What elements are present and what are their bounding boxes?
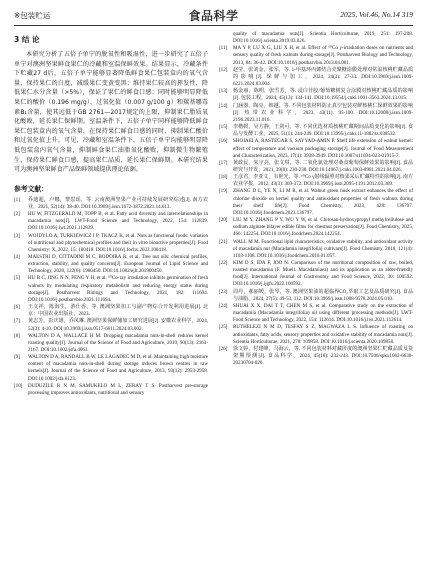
reference-text: MAESTRI D, CITTADINI M C, BODOIRA R, et al. Tree nut oils: chemical profiles, extraction, stability, and quality concerns[J]. European Journal of Lipid Science and Technology, 2020, 122(6): 1900450. DOI:10.1002/ejlt.201900450. (28, 253, 208, 275)
reference-list-right (219, 45, 413, 367)
reference-number: [11] (219, 45, 228, 52)
reference-number: [16] (219, 138, 228, 145)
reference-number: [25] (219, 324, 228, 331)
reference-continuation: quality of macadamia nuts[J]. Scientia Horticulturae, 2019, 251: 197-208. DOI:10.1016/j.scienta.2019.03.026. (233, 31, 413, 45)
reference-text: SHOJAEI A, RASTEGAR S, SAYYAD-AMIN P. Shelf life extension of walnut kernel: effect of temperature and vacuum packaging storage[J]. Journal of Food Measurement and Characterization, 2023, 17(4): 3938-3949. DOI:10.1007/s11694-023-01915-7. (233, 138, 413, 159)
reference-text: 门涵器，陶亮，韩越，等. 不同包装材料防止真空包装对鲜核桃仁保鲜效果的影响[J]. 热带农业科学，2023, 43(11): 95-100. DOI:10.12008/j.issn.1009-2196.2023.11.016. (233, 102, 413, 123)
journal-title: 食品科学 (188, 9, 239, 23)
reference-text: WALL M M. Functional lipid characteristics, oxidative stability, and antioxidant activity of macadamia nut (Macadamia integrifolia) cultivars[J]. Food Chemistry, 2010, 121(4): 1103-1108. DOI:10.1016/j.foodchem.2010.01.057. (233, 238, 413, 259)
reference-item (219, 239, 413, 260)
reference-text: 王彦君，李亚文，韦艳光，等. ⁶⁰Co γ射线辐照对核果采后贮藏特性的影响[J]. 南方农业学报，2012, 43(3): 369-372. DOI:10.3969/j.issn.2095-1191.2012.03.369. (233, 174, 413, 188)
reference-item (219, 324, 413, 345)
reference-text: HU B C, JING N N, PENG Y H, et al. ⁶⁰Co-ray irradiation inhibits germination of fresh walnuts by modulating respiratory metabolism and reducing energy status during storage[J]. Postharvest Biology and Technology, 2021, 182: 111694. DOI:10.1016/j.postharvbio.2021.111694. (28, 275, 208, 303)
reference-text: SHUAI X X, DAI T T, CHEN M S, et al. Comparative study on the extraction of macadamia (Macadamia integrifolia) oil using different processing methods[J]. LWT-Food Science and Technology, 2022, 154: 112614. DOI:10.1016/j.lwt.2021.112614. (233, 302, 413, 324)
reference-number: [7] (14, 318, 20, 325)
references-title: 参考文献： (14, 184, 48, 193)
reference-item (14, 197, 208, 211)
reference-number: [8] (14, 332, 20, 339)
reference-item (14, 383, 208, 397)
reference-text: MA Y P, LU X G, LIU X H, et al. Effect of ⁶⁰Co γ-irradiation doses on nutrients and sensory quality of fresh walnuts during storage[J]. Postharvest Biology and Technology, 2013, 84: 36-42. DOI:10.1016/j.postharvbio.2013.04.001. (233, 45, 413, 66)
reference-item (14, 333, 208, 354)
reference-number: [3] (14, 232, 20, 239)
reference-number: [13] (219, 88, 228, 95)
reference-item (219, 138, 413, 159)
reference-text: WOJDYLO A, TURKIEWICZ I P, TKACZ K, et al. Nuts as functional foods: variation of nutritional and phytochemical profiles and their in vitro bioactive properties[J]. Food Chemistry: X, 2022, 15: 100418. DOI:10.1016/j.fochx.2022.100418. (28, 232, 208, 253)
reference-number: [12] (219, 66, 228, 73)
reference-text: WALTON D A, RANDALL B W, LE LAGADEC M D, et al. Maintaining high moisture content of macadamia nuts-in-shell during storage induces brown centres in raw kernels[J]. Journal of the Science of Food and Agriculture, 2013, 93(12): 2953-2958. DOI:10.1002/jsfa.6123. (28, 354, 208, 382)
reference-number: [5] (14, 275, 20, 282)
reference-item (219, 67, 413, 88)
header-volume-page: 2025, Vol.46, No.14 319 (340, 10, 413, 19)
reference-number: [20] (219, 217, 228, 224)
reference-item (14, 254, 208, 275)
reference-number: [22] (219, 260, 228, 266)
reference-text: 黄志芳，彭庆雄，乔凤琳. 澳洲坚果保鲜储加工研究进展[J]. 安徽农业科学，2024, 52(3): 4-10. DOI:10.3969/j.issn.0517-6611.2024.03.002. (28, 318, 208, 332)
reference-text: HU W, FITZGERALD M, TOPP B, et al. Fatty acid diversity and interrelationships in macadamia nuts[J]. LWT-Food Science and Technology, 2022, 154: 112839. DOI:10.1016/j.lwt.2021.112839. (28, 211, 208, 232)
reference-number: [19] (219, 188, 228, 195)
reference-item (219, 124, 413, 138)
reference-text: 周丹，郝丽媛，张琴，等. 澳洲坚果油的超临界CO₂萃取工艺及品质研究[J]. 食品与油脂，2024, 37(5): 49-53, 112. DOI:10.3969/j.issn.1008-9578.2024.05.010. (233, 288, 413, 302)
reference-text: 杨金丽，陈明，张雪芳，等. 浸白苷胶/葡萄糖树复合涂膜对核桃贮藏品质的影响[J]. 包装工程，2024, 45(13): 134-141. DOI:10.19554/j.cnki.1001-3563.2024.13.015. (233, 88, 413, 102)
reference-number: [2] (14, 211, 20, 218)
reference-item (219, 289, 413, 303)
reference-text: 乔迪超，卢娜，黎思瑶，等. 云南澳洲坚果产业可持续发展研究综述[J]. 南方农业，2021, 52(14): 38-40. DOI:10.3969/j.issn.1672-3872.2021.14.013. (28, 196, 208, 210)
reference-item (219, 188, 413, 217)
reference-item (219, 45, 413, 66)
reference-text: KIM D S, IDA F, JOO N. Comparison of the nutritional composition of raw, boiled, roasted macadamia (F. Muell. Macadamiaea) and its application as an alder-friendly food[J]. International Journal of Gastronomy and Food Science, 2022, 30: 100592. DOI:10.1016/j.ijgfs.2022.100592. (233, 260, 413, 288)
reference-item (219, 346, 413, 367)
reference-text: LIU M Y, ZHANG P Y, WU Y W, et al. Chitosan-hydroxypropyl methylcellulose and sodium alginate bilayer edible films for chestnut preservation[J]. Food Chemistry, 2025, 466: 142254. DOI:10.1016/j.foodchem.2024.142254. (233, 217, 413, 238)
reference-number: [23] (219, 288, 228, 295)
reference-number: [26] (219, 345, 228, 352)
running-header (14, 8, 413, 24)
reference-number: [15] (219, 124, 228, 131)
reference-text: ZHANG D L, YE N, LI M R, et al. Walnut green husk extract enhances the effect of chlorine dioxide on kernel quality and antioxidant properties of fresh walnuts during their shelf life[J]. Food Chemistry, 2023, 428: 136797. DOI:10.1016/j.foodchem.2023.136797. (233, 188, 413, 216)
reference-item (219, 303, 413, 324)
reference-item (219, 174, 413, 188)
reference-number: [17] (219, 159, 228, 166)
reference-item (219, 88, 413, 102)
reference-text: WALTON D A, WALLACE H M. Dropping macadamia nuts-in-shell reduces kernel roasting quality[J]. Journal of the Science of Food and Agriculture, 2010, 90(13): 2163-2167. DOI:10.1002/jsfa.4063. (28, 332, 208, 353)
reference-number: [21] (219, 238, 228, 245)
reference-item (219, 260, 413, 289)
reference-item (219, 160, 413, 174)
reference-item (14, 275, 208, 304)
conclusion-paragraph: 本研究分析了五倍子单宁的脱氧性和吸湿性，进一步研究了五倍子单宁对澳洲坚果鲜食果仁的冷藏和室温保鲜效果。结果显示，冷藏条件下贮藏27 d后，五倍子单宁能够显著降低鲜食果仁包装盒内的氧气含量，保持果仁的白度，减缓果仁变黄变黑；维持果仁较高的挥发性，降低果仁水分含量（>5%），保证了果仁的鲜食口感；同时能够明显降低果仁的酸价（0.196 mg/g）、过氧化值（0.007 g/100 g）和羰基哪毒素B₁含量，使其远低于GB 2761—2017规定的上限，抑制果仁脂质氧化酸败，延长果仁保鲜期。室温条件下，五倍子单宁同样能够降低鲜食果仁包装盒内的氧气含量，在保持果仁鲜食口感的同时，抑制果仁酸价和过氧化值上升。可见，冷藏和室温条件下，五倍子单宁均能够明显降低包装盒内氧气含量，抑制鲜食果仁油脂氧化酸败，抑制微生物繁殖生，保持果仁鲜食口感，提高果仁品质，延长果仁保鲜期。本研究结果可为澳洲坚果鲜食产品保鲜领域提供理论依据。 (14, 51, 208, 174)
reference-text: 徐文婷，付建峰，马海云，等. 不同包装材料对藏匿度的澳洲坚果仁贮藏品质及货架期预测[J]. 食品科学，2024, 45(18): 232-243. DOI:10.7506/spkx1002-6630-20230704-020. (233, 345, 413, 367)
reference-number: [18] (219, 174, 228, 181)
reference-number: [24] (219, 302, 228, 309)
right-column (219, 31, 413, 367)
reference-item (219, 217, 413, 238)
reference-number: [10] (14, 382, 23, 389)
reference-number: [9] (14, 354, 20, 361)
reference-text: BUTHELEZI N M D, TESFAY S Z, MAGWAZA L S. Influence of roasting on antioxidants, fatty acids, sensory properties and oxidative stability of macadamia nuts[J]. Scientia Horticulturae, 2021, 278: 109858. DOI:10.1016/j.scienta.2020.109858. (233, 324, 413, 345)
reference-number: [14] (219, 102, 228, 109)
left-column (14, 31, 208, 397)
reference-number: [1] (14, 196, 20, 203)
reference-item (219, 103, 413, 124)
reference-number: [4] (14, 253, 20, 260)
reference-item (14, 211, 208, 232)
reference-item (14, 354, 208, 383)
reference-item (14, 233, 208, 254)
reference-text: 王文祥，陈海生，游仕香，等. 澳洲坚果加工与副产物综合开发利用进展[J]. 北京：中国农业出版社，2023. (28, 304, 208, 318)
reference-number: [6] (14, 304, 20, 311)
section-title: 3 结 论 (14, 35, 40, 44)
reference-item (14, 304, 208, 318)
header-rule (14, 25, 413, 26)
reference-text: 李楷媛，吴方静，王剑可，等. 不同优选材质核桃贮藏期间品质变化的影响[J]. 食品与发酵工业，2025, 51(1): 244-249. DOI:10.13995/j.cnki.11-1802/ts.038532. (233, 124, 413, 138)
reference-text: 黄政民，朱宇亮，张文琪，等. 二氧化氯处理对桑食葡萄保鲜效果的影响[J]. 食品研究与开发，2021, 39(8): 230-238. DOI:10.14067/j.cnki.1003-8981.2021.04.026. (233, 159, 413, 173)
reference-item (14, 318, 208, 332)
reference-list-left (14, 197, 208, 397)
reference-text: 赵莹，张刘金，张军，等. 1-甲基环丙烯结合壳聚糖涂膜处理对常温核桃贮藏品质的影响[J]. 保鲜与加工，2024, 24(3): 27-33. DOI:10.3969/j.issn.1009-6221.2024.03.004. (233, 66, 413, 88)
reference-text: DUDUZILE B N M, SAMUKELO M L, ZERAY T S. Postharvest pre-storage processing improves antioxidants, nutritional and sensory (28, 382, 208, 396)
header-section-label: ※包装贮运 (14, 11, 51, 20)
